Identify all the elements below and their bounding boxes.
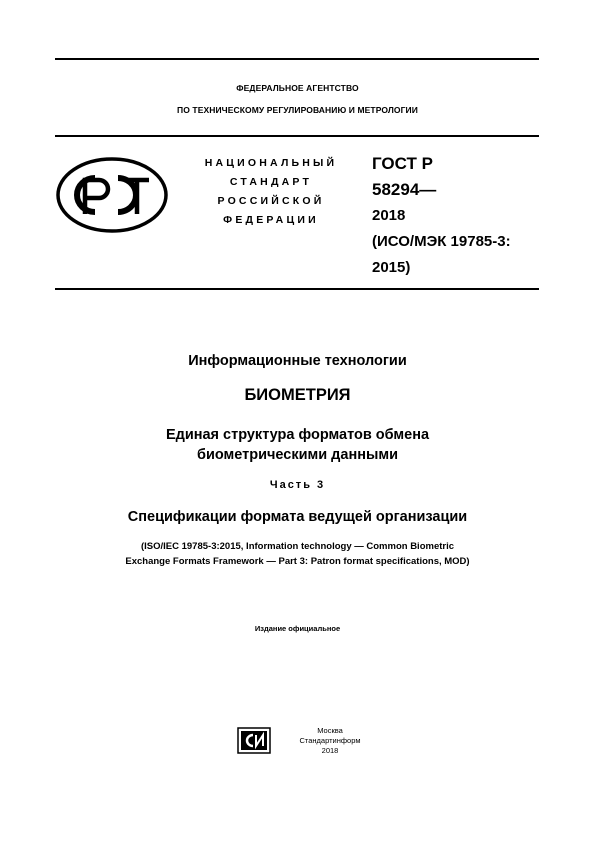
publisher-name: Стандартинформ (299, 736, 361, 745)
publisher-city: Москва (317, 726, 343, 735)
header-rule (55, 135, 539, 137)
gost-r-logo-icon (55, 156, 169, 234)
edition-note: Издание официальное (254, 624, 341, 633)
standard-type-line: НАЦИОНАЛЬНЫЙ (204, 157, 338, 169)
designation-line: 2015) (372, 259, 411, 276)
standartinform-logo-icon (237, 727, 271, 754)
designation-rule (55, 288, 539, 290)
standard-type-line: ФЕДЕРАЦИИ (223, 214, 319, 226)
iso-reference-line-1: (ISO/IEC 19785-3:2015, Information technology — Common Biometric (140, 541, 455, 552)
main-title: БИОМЕТРИЯ (244, 386, 351, 404)
subtitle-line-2: биометрическими данными (196, 447, 398, 463)
standard-designation (372, 151, 542, 281)
topic-title: Информационные технологии (188, 353, 407, 369)
subtitle (0, 425, 595, 465)
iso-reference (0, 539, 595, 569)
part-number: Часть 3 (269, 479, 326, 491)
designation-line: ГОСТ Р (372, 154, 433, 173)
designation-line: 2018 (372, 207, 406, 224)
agency-line-2: ПО ТЕХНИЧЕСКОМУ РЕГУЛИРОВАНИЮ И МЕТРОЛОГИИ (177, 105, 418, 115)
standard-type-line: РОССИЙСКОЙ (217, 195, 325, 207)
designation-line: 58294— (372, 180, 437, 199)
top-rule (55, 58, 539, 60)
spec-title: Спецификации формата ведущей организации (127, 509, 468, 525)
standard-type (186, 154, 356, 230)
publisher (275, 726, 385, 756)
iso-reference-line-2: Exchange Formats Framework — Part 3: Patron format specifications, MOD) (125, 556, 470, 567)
subtitle-line-1: Единая структура форматов обмена (165, 427, 430, 443)
standard-type-line: СТАНДАРТ (229, 176, 313, 188)
designation-line: (ИСО/МЭК 19785-3: (372, 233, 511, 250)
publisher-year: 2018 (321, 746, 339, 755)
agency-line-1: ФЕДЕРАЛЬНОЕ АГЕНТСТВО (236, 83, 359, 93)
